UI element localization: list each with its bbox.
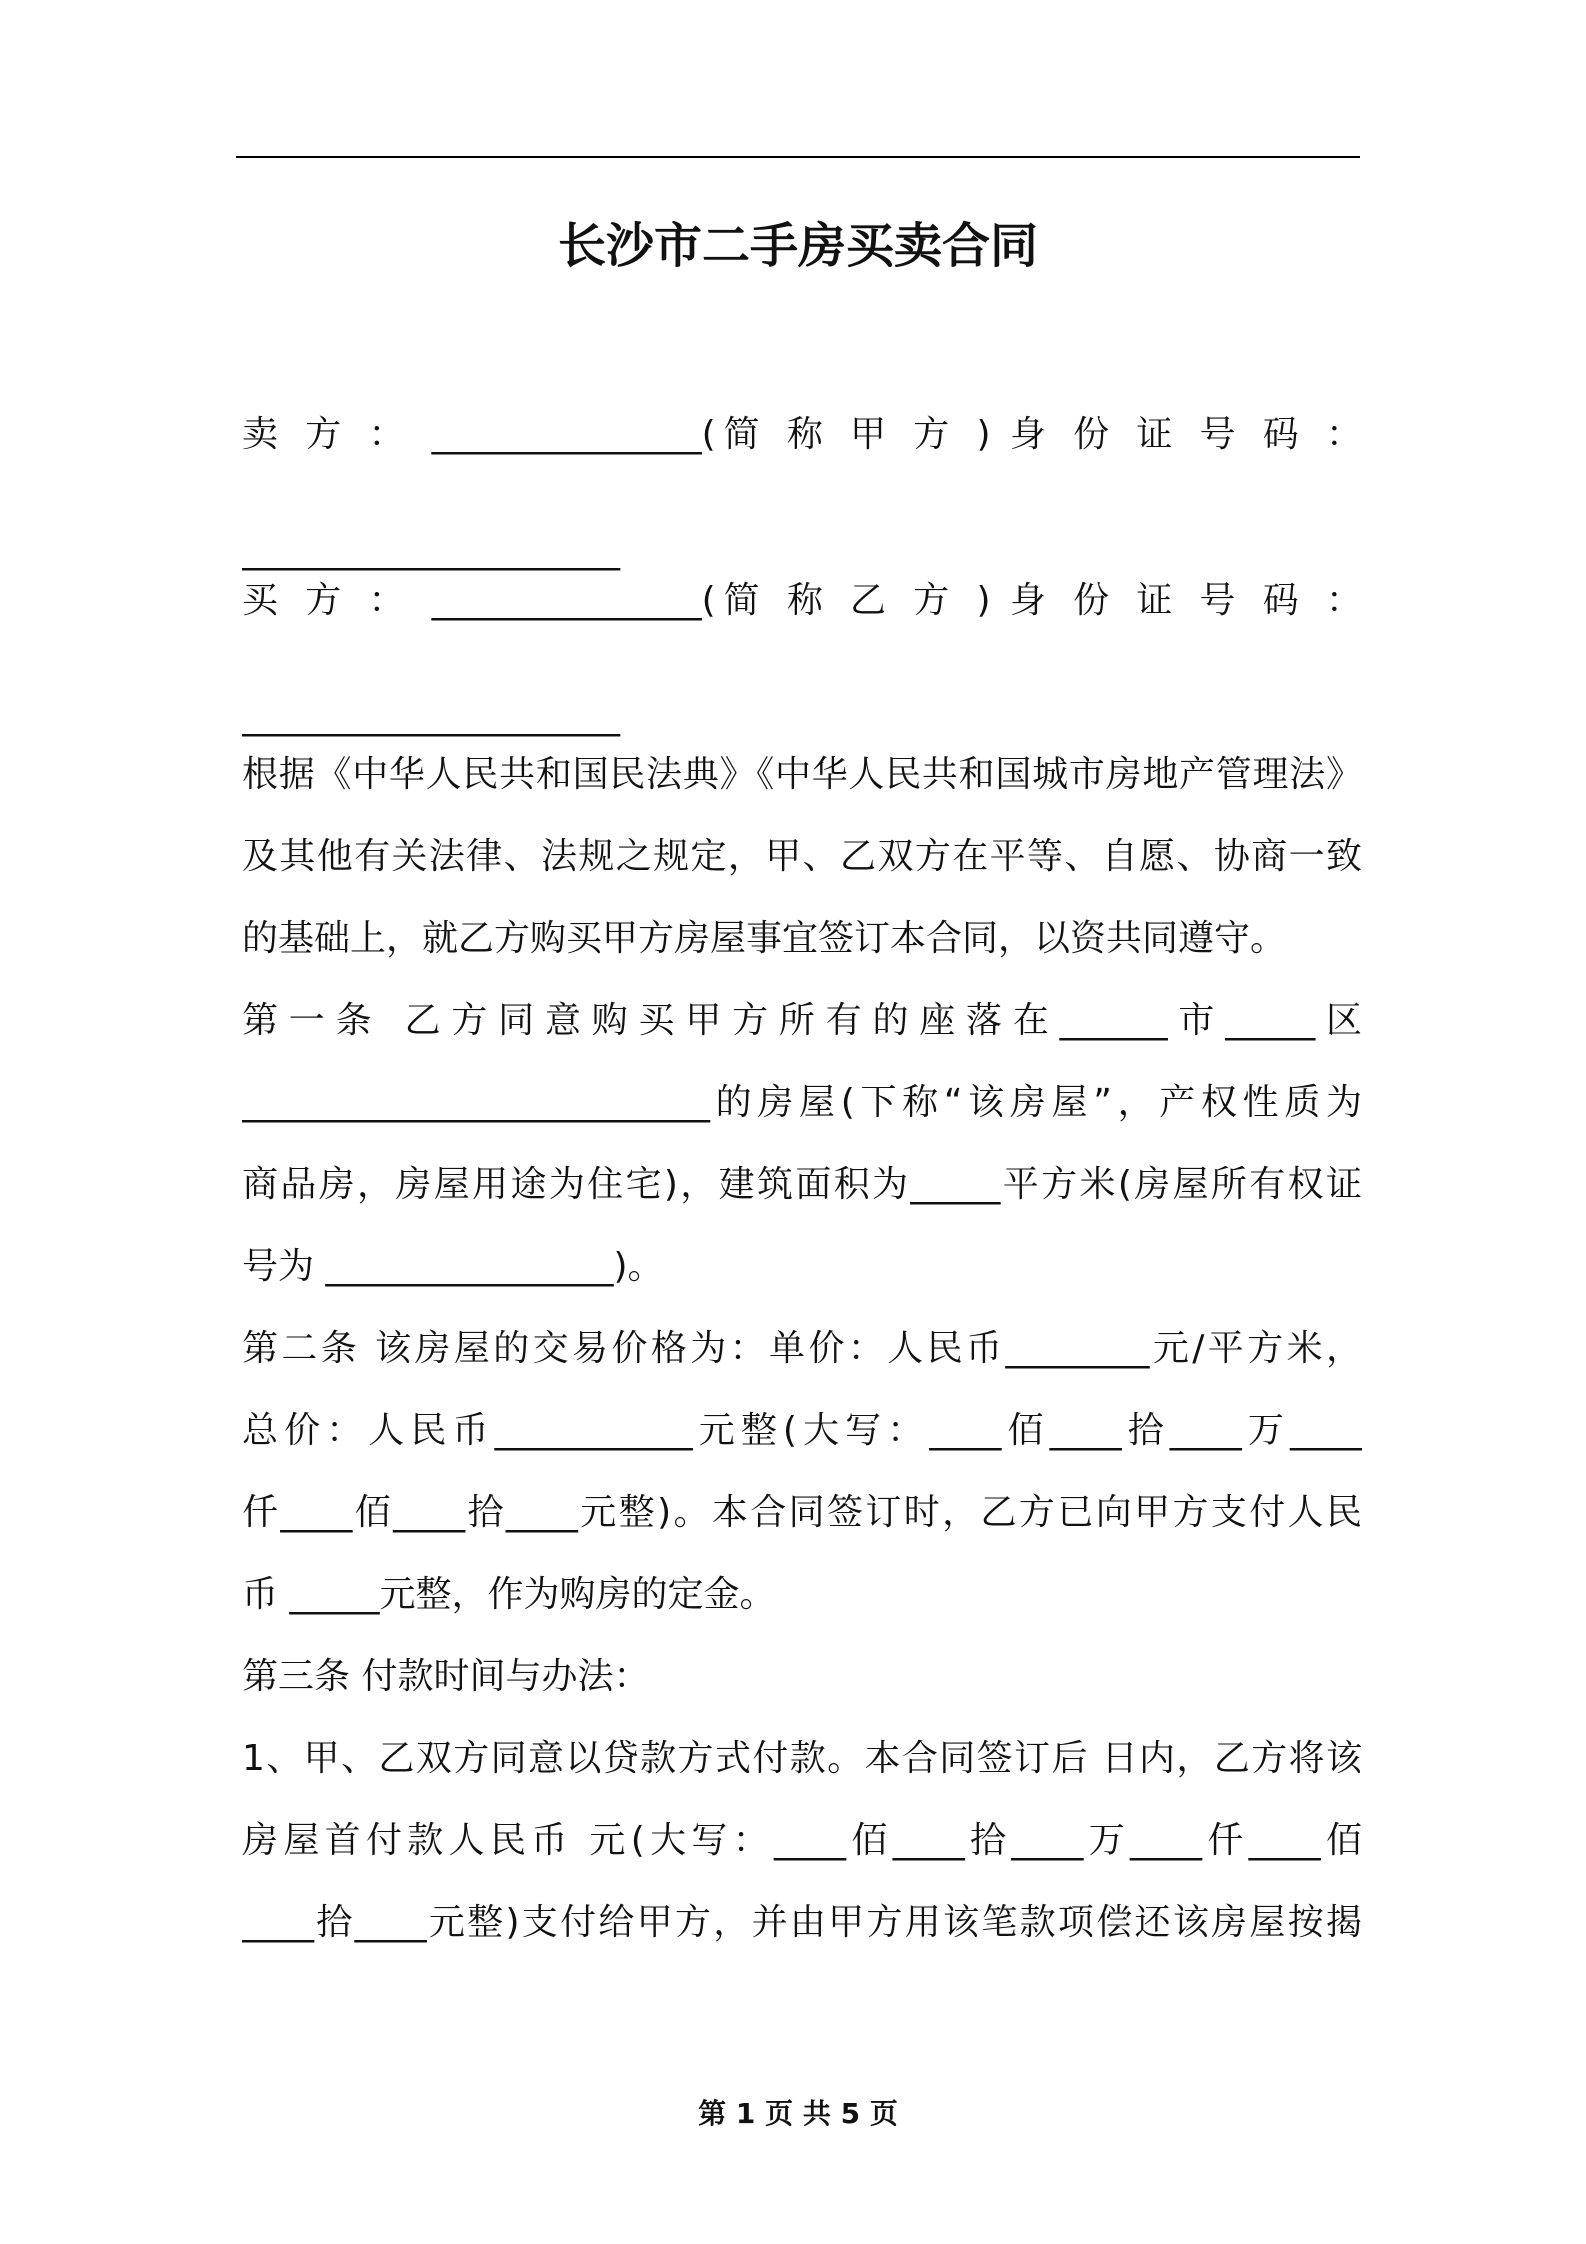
article-2-line-2: 总价：人民币___________元整(大写：____佰____拾____万____ bbox=[242, 1410, 1362, 1451]
article-3-line-1: 1、甲、乙双方同意以贷款方式付款。本合同签订后 日内，乙方将该 bbox=[242, 1738, 1362, 1779]
preamble-line-1: 根据《中华人民共和国民法典》《中华人民共和国城市房地产管理法》 bbox=[242, 754, 1362, 795]
page-number-footer: 第 1 页 共 5 页 bbox=[698, 2097, 898, 2130]
article-3-heading: 第三条 付款时间与办法： bbox=[242, 1656, 650, 1697]
seller-id-blank: _____________________ bbox=[242, 530, 620, 571]
article-1-line-1: 第一条 乙方同意购买甲方所有的座落在______市_____区 bbox=[242, 1000, 1362, 1041]
buyer-line: 买 方 ： _______________(简 称 乙 方 ) 身 份 证 号 码 ： bbox=[242, 580, 1362, 621]
article-1-line-4: 号为 ________________)。 bbox=[242, 1246, 664, 1287]
article-3-line-2: 房屋首付款人民币 元(大写：____佰____拾____万____仟____佰 bbox=[242, 1820, 1362, 1861]
article-1-line-2: __________________________的房屋(下称“该房屋”，产权性质为 bbox=[242, 1082, 1362, 1123]
article-2-line-4: 币 _____元整，作为购房的定金。 bbox=[242, 1574, 776, 1615]
document-title: 长沙市二手房买卖合同 bbox=[557, 218, 1038, 274]
article-3-line-3: ____拾____元整)支付给甲方，并由甲方用该笔款项偿还该房屋按揭 bbox=[242, 1902, 1362, 1943]
preamble-line-2: 及其他有关法律、法规之规定，甲、乙双方在平等、自愿、协商一致 bbox=[242, 836, 1362, 877]
seller-line: 卖 方 ： _______________(简 称 甲 方 ) 身 份 证 号 码 ： bbox=[242, 414, 1362, 455]
article-2-line-3: 仟____佰____拾____元整)。本合同签订时，乙方已向甲方支付人民 bbox=[242, 1492, 1362, 1533]
article-1-line-3: 商品房，房屋用途为住宅)，建筑面积为_____平方米(房屋所有权证 bbox=[242, 1164, 1362, 1205]
buyer-id-blank: _____________________ bbox=[242, 696, 620, 737]
header-rule bbox=[236, 156, 1360, 158]
preamble-line-3: 的基础上，就乙方购买甲方房屋事宜签订本合同，以资共同遵守。 bbox=[242, 918, 1287, 959]
article-2-line-1: 第二条 该房屋的交易价格为：单价：人民币________元/平方米， bbox=[242, 1328, 1362, 1369]
